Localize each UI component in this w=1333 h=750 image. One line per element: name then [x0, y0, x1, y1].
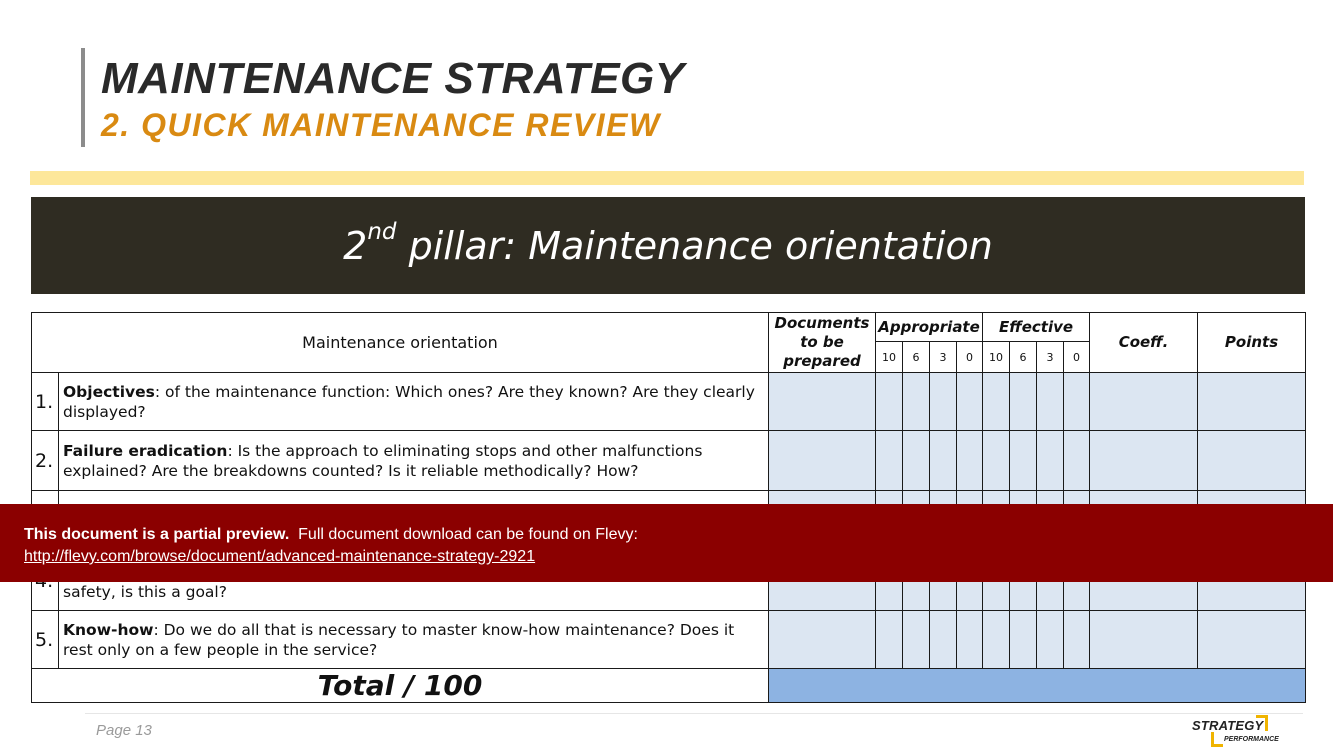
row-number: 2. [32, 431, 59, 491]
preview-download-link[interactable]: http://flevy.com/browse/document/advanced-maintenance-strategy-2921 [24, 548, 536, 565]
score-cell[interactable] [876, 431, 903, 491]
table-header-row [32, 313, 1306, 342]
score-cell[interactable] [876, 611, 903, 669]
effective-score-0: 0 [1064, 342, 1090, 373]
score-cell[interactable] [876, 373, 903, 431]
score-cell[interactable] [1037, 431, 1064, 491]
header-maintenance-orientation: Maintenance orientation [32, 313, 769, 373]
header-documents [769, 313, 876, 373]
appropriate-score-0: 0 [957, 342, 983, 373]
page-subtitle: 2. QUICK MAINTENANCE REVIEW [101, 107, 661, 143]
pillar-ordinal-suffix: nd [367, 218, 397, 245]
logo-text-strategy: STRATEGY [1192, 718, 1264, 733]
score-cell[interactable] [1064, 611, 1090, 669]
score-cell[interactable] [983, 431, 1010, 491]
coeff-cell[interactable] [1090, 431, 1198, 491]
row-text: safety, is this a goal? [63, 583, 227, 601]
table-row [32, 431, 1306, 491]
logo-text-performance: PERFORMANCE [1224, 736, 1279, 743]
logo-bracket-bottom [1211, 744, 1223, 747]
title-accent-bar [81, 48, 85, 147]
table-row [32, 611, 1306, 669]
preview-banner [0, 504, 1333, 582]
header-effective: Effective [983, 313, 1090, 342]
row-description [59, 611, 769, 669]
points-cell[interactable] [1198, 431, 1306, 491]
preview-text: Full document download can be found on Flevy: [298, 526, 638, 543]
row-number: 5. [32, 611, 59, 669]
score-cell[interactable] [930, 431, 957, 491]
strategy-performance-logo [1188, 714, 1288, 748]
documents-cell[interactable] [769, 373, 876, 431]
logo-bracket-right [1265, 715, 1268, 731]
effective-score-10: 10 [983, 342, 1010, 373]
row-keyword: Objectives [63, 382, 155, 401]
effective-score-3: 3 [1037, 342, 1064, 373]
score-cell[interactable] [903, 611, 930, 669]
score-cell[interactable] [983, 611, 1010, 669]
header-documents-line1: Documents [774, 314, 870, 332]
total-row [32, 669, 1306, 703]
score-cell[interactable] [903, 431, 930, 491]
documents-cell[interactable] [769, 431, 876, 491]
table-row [32, 373, 1306, 431]
total-value-cell[interactable] [769, 669, 1306, 703]
score-cell[interactable] [930, 611, 957, 669]
header-divider-strip [30, 171, 1304, 185]
row-keyword: Know-how [63, 620, 154, 639]
preview-message [24, 524, 1309, 546]
score-cell[interactable] [1037, 373, 1064, 431]
pillar-ordinal: 2 [343, 223, 368, 268]
pillar-title: pillar: Maintenance orientation [408, 223, 993, 268]
preview-bold-text: This document is a partial preview. [24, 526, 290, 543]
page-title: MAINTENANCE STRATEGY [101, 54, 685, 103]
coeff-cell[interactable] [1090, 373, 1198, 431]
points-cell[interactable] [1198, 611, 1306, 669]
score-cell[interactable] [930, 373, 957, 431]
score-cell[interactable] [983, 373, 1010, 431]
score-cell[interactable] [1064, 431, 1090, 491]
header-appropriate: Appropriate [876, 313, 983, 342]
score-cell[interactable] [957, 611, 983, 669]
score-cell[interactable] [1010, 611, 1037, 669]
score-cell[interactable] [957, 373, 983, 431]
points-cell[interactable] [1198, 373, 1306, 431]
score-cell[interactable] [957, 431, 983, 491]
row-description [59, 373, 769, 431]
row-text: : Is the approach to eliminating stops and other malfunctions explained? Are the breakdowns counted? Is it reliable methodically? How? [63, 441, 703, 480]
row-keyword: Failure eradication [63, 441, 228, 460]
score-cell[interactable] [1037, 611, 1064, 669]
row-number: 1. [32, 373, 59, 431]
footer-divider [85, 713, 1303, 714]
header-documents-line3: prepared [783, 352, 861, 370]
appropriate-score-3: 3 [930, 342, 957, 373]
score-cell[interactable] [1010, 431, 1037, 491]
effective-score-6: 6 [1010, 342, 1037, 373]
documents-cell[interactable] [769, 611, 876, 669]
header-coeff: Coeff. [1090, 313, 1198, 373]
appropriate-score-10: 10 [876, 342, 903, 373]
score-cell[interactable] [1064, 373, 1090, 431]
row-description [59, 431, 769, 491]
total-label: Total / 100 [32, 669, 769, 703]
score-cell[interactable] [1010, 373, 1037, 431]
page-number: Page 13 [96, 722, 152, 739]
row-text: : of the maintenance function: Which ones? Are they known? Are they clearly displayed? [63, 382, 755, 421]
coeff-cell[interactable] [1090, 611, 1198, 669]
score-cell[interactable] [903, 373, 930, 431]
appropriate-score-6: 6 [903, 342, 930, 373]
pillar-banner [31, 197, 1305, 294]
header-documents-line2: to be [800, 333, 844, 351]
row-text: : Do we do all that is necessary to master know-how maintenance? Does it rest only on a few people in the service? [63, 620, 735, 659]
header-points: Points [1198, 313, 1306, 373]
